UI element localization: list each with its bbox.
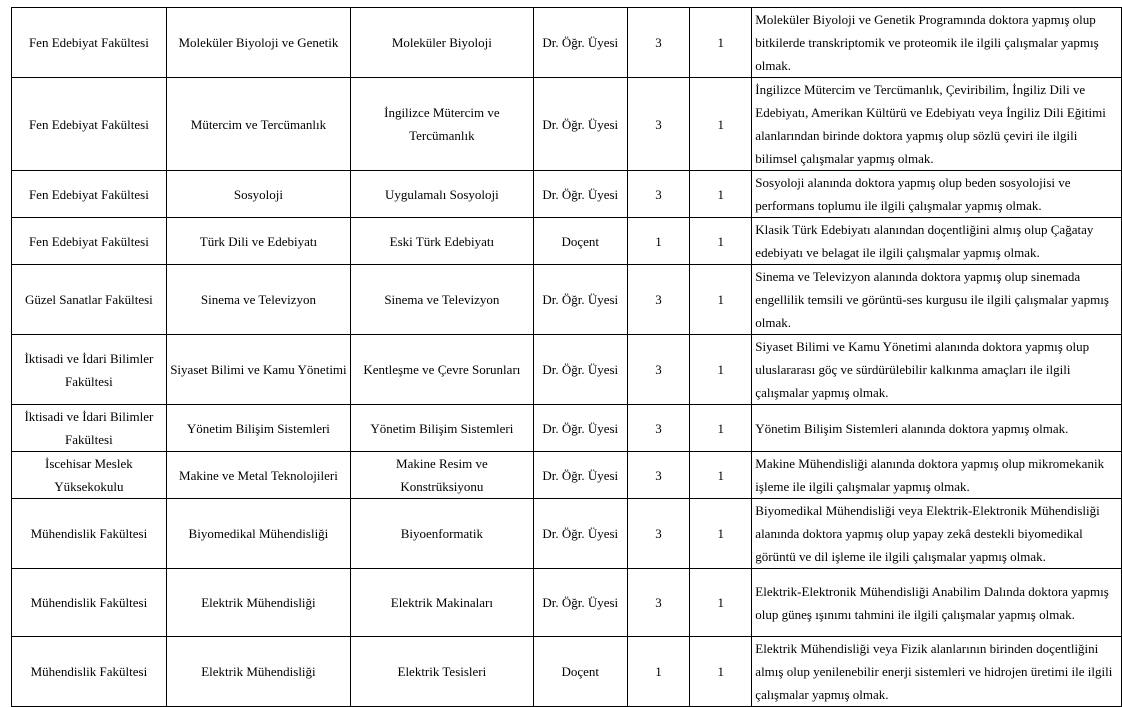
description-cell: Klasik Türk Edebiyatı alanından doçentliğini almış olup Çağatay edebiyatı ve belagat ile ilgili çalışmalar yapmış olmak. bbox=[752, 218, 1122, 265]
title-cell: Dr. Öğr. Üyesi bbox=[533, 335, 627, 405]
count-cell: 3 bbox=[627, 335, 689, 405]
title-cell: Dr. Öğr. Üyesi bbox=[533, 8, 627, 78]
count-cell: 3 bbox=[627, 452, 689, 499]
count-cell: 1 bbox=[627, 637, 689, 707]
title-cell: Doçent bbox=[533, 637, 627, 707]
description-cell: Yönetim Bilişim Sistemleri alanında doktora yapmış olmak. bbox=[752, 405, 1122, 452]
table-row bbox=[12, 637, 1122, 707]
count-cell: 3 bbox=[627, 8, 689, 78]
count-cell: 3 bbox=[627, 499, 689, 569]
count-cell: 1 bbox=[690, 78, 752, 171]
field-cell: Kentleşme ve Çevre Sorunları bbox=[351, 335, 534, 405]
description-cell: Sosyoloji alanında doktora yapmış olup beden sosyolojisi ve performans toplumu ile ilgili çalışmalar yapmış olmak. bbox=[752, 171, 1122, 218]
table-row bbox=[12, 78, 1122, 171]
table-row bbox=[12, 265, 1122, 335]
field-cell: Makine Resim ve Konstrüksiyonu bbox=[351, 452, 534, 499]
count-cell: 1 bbox=[690, 499, 752, 569]
title-cell: Dr. Öğr. Üyesi bbox=[533, 171, 627, 218]
department-cell: Mütercim ve Tercümanlık bbox=[166, 78, 350, 171]
faculty-cell: Mühendislik Fakültesi bbox=[12, 499, 167, 569]
title-cell: Dr. Öğr. Üyesi bbox=[533, 499, 627, 569]
faculty-cell: Mühendislik Fakültesi bbox=[12, 569, 167, 637]
count-cell: 1 bbox=[690, 569, 752, 637]
title-cell: Dr. Öğr. Üyesi bbox=[533, 78, 627, 171]
title-cell: Doçent bbox=[533, 218, 627, 265]
table-row bbox=[12, 499, 1122, 569]
count-cell: 1 bbox=[690, 8, 752, 78]
title-cell: Dr. Öğr. Üyesi bbox=[533, 405, 627, 452]
department-cell: Türk Dili ve Edebiyatı bbox=[166, 218, 350, 265]
table-body bbox=[12, 8, 1122, 707]
faculty-cell: Fen Edebiyat Fakültesi bbox=[12, 8, 167, 78]
faculty-cell: Fen Edebiyat Fakültesi bbox=[12, 171, 167, 218]
faculty-cell: Fen Edebiyat Fakültesi bbox=[12, 218, 167, 265]
department-cell: Makine ve Metal Teknolojileri bbox=[166, 452, 350, 499]
description-cell: İngilizce Mütercim ve Tercümanlık, Çeviribilim, İngiliz Dili ve Edebiyatı, Amerikan Kültürü ve Edebiyatı veya İngiliz Dili Eğitimi alanlarından birinde doktora yapmış olup sözlü çeviri ile ilgili bilimsel çalışmalar yapmış olmak. bbox=[752, 78, 1122, 171]
field-cell: Sinema ve Televizyon bbox=[351, 265, 534, 335]
table-row bbox=[12, 218, 1122, 265]
field-cell: Elektrik Makinaları bbox=[351, 569, 534, 637]
table-row bbox=[12, 405, 1122, 452]
count-cell: 3 bbox=[627, 569, 689, 637]
count-cell: 3 bbox=[627, 78, 689, 171]
field-cell: İngilizce Mütercim ve Tercümanlık bbox=[351, 78, 534, 171]
department-cell: Elektrik Mühendisliği bbox=[166, 637, 350, 707]
count-cell: 1 bbox=[627, 218, 689, 265]
count-cell: 1 bbox=[690, 265, 752, 335]
department-cell: Yönetim Bilişim Sistemleri bbox=[166, 405, 350, 452]
field-cell: Biyoenformatik bbox=[351, 499, 534, 569]
count-cell: 3 bbox=[627, 405, 689, 452]
count-cell: 1 bbox=[690, 218, 752, 265]
table-row bbox=[12, 171, 1122, 218]
description-cell: Siyaset Bilimi ve Kamu Yönetimi alanında doktora yapmış olup uluslararası göç ve sürdürülebilir kalkınma amaçları ile ilgili çalışmalar yapmış olmak. bbox=[752, 335, 1122, 405]
department-cell: Biyomedikal Mühendisliği bbox=[166, 499, 350, 569]
table-row bbox=[12, 335, 1122, 405]
table-row bbox=[12, 8, 1122, 78]
field-cell: Eski Türk Edebiyatı bbox=[351, 218, 534, 265]
count-cell: 1 bbox=[690, 452, 752, 499]
description-cell: Elektrik Mühendisliği veya Fizik alanlarının birinden doçentliğini almış olup yenilenebilir enerji sistemleri ve hidrojen üretimi ile ilgili çalışmalar yapmış olmak. bbox=[752, 637, 1122, 707]
description-cell: Sinema ve Televizyon alanında doktora yapmış olup sinemada engellilik temsili ve görüntü-ses kurgusu ile ilgili çalışmalar yapmış olmak. bbox=[752, 265, 1122, 335]
count-cell: 1 bbox=[690, 171, 752, 218]
faculty-cell: Fen Edebiyat Fakültesi bbox=[12, 78, 167, 171]
count-cell: 1 bbox=[690, 405, 752, 452]
count-cell: 1 bbox=[690, 335, 752, 405]
department-cell: Elektrik Mühendisliği bbox=[166, 569, 350, 637]
department-cell: Moleküler Biyoloji ve Genetik bbox=[166, 8, 350, 78]
field-cell: Yönetim Bilişim Sistemleri bbox=[351, 405, 534, 452]
faculty-cell: İscehisar Meslek Yüksekokulu bbox=[12, 452, 167, 499]
field-cell: Moleküler Biyoloji bbox=[351, 8, 534, 78]
department-cell: Sosyoloji bbox=[166, 171, 350, 218]
description-cell: Moleküler Biyoloji ve Genetik Programında doktora yapmış olup bitkilerde transkriptomik ve proteomik ile ilgili çalışmalar yapmış olmak. bbox=[752, 8, 1122, 78]
faculty-cell: Güzel Sanatlar Fakültesi bbox=[12, 265, 167, 335]
positions-table bbox=[11, 7, 1122, 707]
faculty-cell: İktisadi ve İdari Bilimler Fakültesi bbox=[12, 335, 167, 405]
field-cell: Elektrik Tesisleri bbox=[351, 637, 534, 707]
count-cell: 3 bbox=[627, 265, 689, 335]
description-cell: Biyomedikal Mühendisliği veya Elektrik-Elektronik Mühendisliği alanında doktora yapmış olup yapay zekâ destekli biyomedikal görüntü ve dil işleme ile ilgili çalışmalar yapmış olmak. bbox=[752, 499, 1122, 569]
department-cell: Sinema ve Televizyon bbox=[166, 265, 350, 335]
description-cell: Elektrik-Elektronik Mühendisliği Anabilim Dalında doktora yapmış olup güneş ışınımı tahmini ile ilgili çalışmalar yapmış olmak. bbox=[752, 569, 1122, 637]
count-cell: 3 bbox=[627, 171, 689, 218]
title-cell: Dr. Öğr. Üyesi bbox=[533, 265, 627, 335]
count-cell: 1 bbox=[690, 637, 752, 707]
title-cell: Dr. Öğr. Üyesi bbox=[533, 569, 627, 637]
title-cell: Dr. Öğr. Üyesi bbox=[533, 452, 627, 499]
faculty-cell: Mühendislik Fakültesi bbox=[12, 637, 167, 707]
table-row bbox=[12, 452, 1122, 499]
description-cell: Makine Mühendisliği alanında doktora yapmış olup mikromekanik işleme ile ilgili çalışmalar yapmış olmak. bbox=[752, 452, 1122, 499]
department-cell: Siyaset Bilimi ve Kamu Yönetimi bbox=[166, 335, 350, 405]
faculty-cell: İktisadi ve İdari Bilimler Fakültesi bbox=[12, 405, 167, 452]
field-cell: Uygulamalı Sosyoloji bbox=[351, 171, 534, 218]
table-row bbox=[12, 569, 1122, 637]
